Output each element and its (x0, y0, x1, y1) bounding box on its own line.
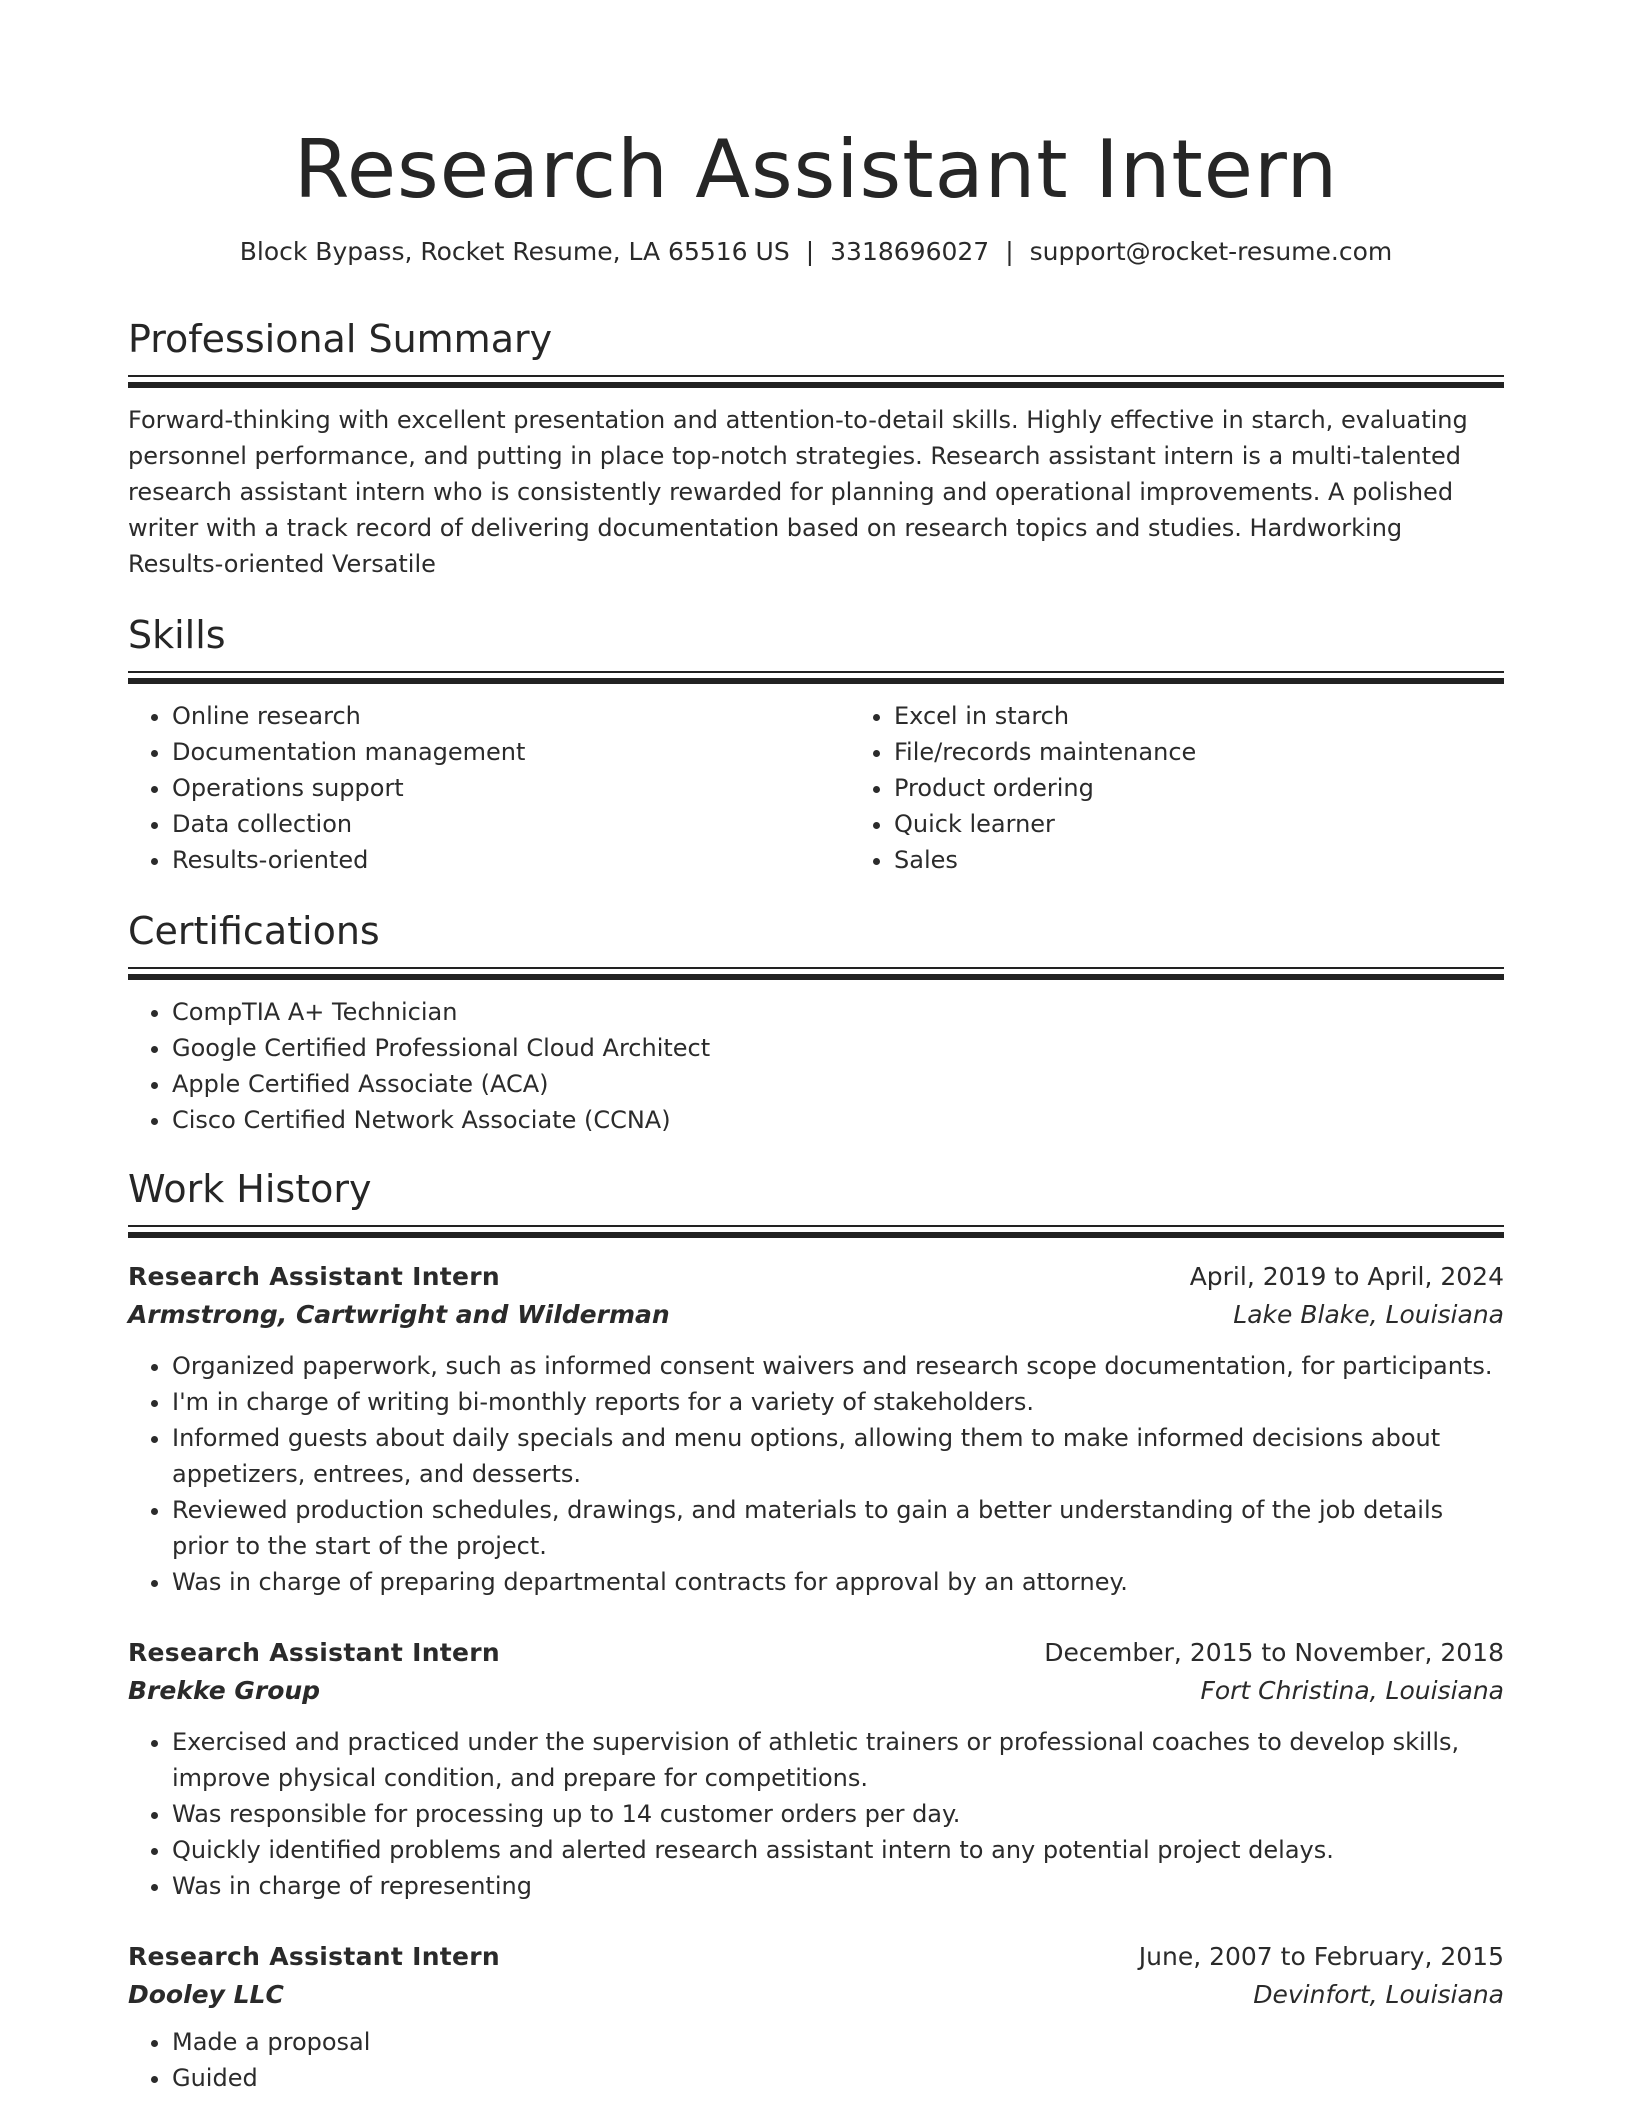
job-location: Fort Christina, Louisiana (1200, 1676, 1504, 1705)
work-entry-employer (128, 1296, 1504, 1334)
job-company: Dooley LLC (128, 1980, 284, 2009)
job-title: Research Assistant Intern (128, 1942, 501, 1971)
work-entry-header (128, 1258, 1504, 1296)
job-duty-item: • Quickly identified problems and alerted research assistant intern to any potential project delays. (172, 1832, 1504, 1868)
work-entry-header (128, 1634, 1504, 1672)
section-title-certifications: Certifications (128, 909, 380, 953)
work-entry (128, 1938, 1504, 2096)
work-entry (128, 1258, 1504, 1600)
certifications-list (128, 994, 1504, 1138)
summary-text: Forward-thinking with excellent presentation and attention-to-detail skills. Highly effective in starch, evaluating personnel performance, and putting in place top-notch strategies. Research assistant intern is a multi-talented research assistant intern who is consistently rewarded for planning and operational improvements. A polished writer with a track record of delivering documentation based on research topics and studies. Hardworking Results-oriented Versatile (128, 406, 1468, 578)
section-title-work-history: Work History (128, 1167, 372, 1211)
contact-line (128, 236, 1504, 268)
job-company: Brekke Group (128, 1676, 321, 1705)
job-location: Devinfort, Louisiana (1253, 1980, 1504, 2009)
skill-item: • Product ordering (894, 770, 1572, 806)
contact-email: support@rocket-resume.com (1029, 237, 1393, 266)
skill-item: • Excel in starch (894, 698, 1572, 734)
skill-item: • Sales (894, 842, 1572, 878)
contact-separator: | (1005, 237, 1014, 266)
skill-item: • File/records maintenance (894, 734, 1572, 770)
section-title-summary: Professional Summary (128, 317, 553, 361)
resume-name: Research Assistant Intern (293, 123, 1339, 216)
section-divider-thick (128, 1232, 1504, 1238)
skill-item: • Documentation management (172, 734, 850, 770)
certification-item: • CompTIA A+ Technician (172, 994, 1504, 1030)
job-title: Research Assistant Intern (128, 1638, 501, 1667)
skills-grid (128, 698, 1504, 878)
section-divider (128, 671, 1504, 673)
resume-page (128, 0, 1504, 2092)
skill-item: • Results-oriented (172, 842, 850, 878)
job-duty-item: • Was in charge of preparing departmental contracts for approval by an attorney. (172, 1564, 1504, 1600)
job-duty-item: • Was in charge of representing (172, 1868, 1504, 1904)
certification-item: • Google Certified Professional Cloud Architect (172, 1030, 1504, 1066)
contact-address: Block Bypass, Rocket Resume, LA 65516 US (239, 237, 790, 266)
job-duty-item: • Organized paperwork, such as informed consent waivers and research scope documentation, for participants. (172, 1348, 1504, 1384)
job-title: Research Assistant Intern (128, 1262, 501, 1291)
contact-separator: | (805, 237, 815, 266)
job-dates: April, 2019 to April, 2024 (1189, 1262, 1504, 1291)
section-title-skills: Skills (128, 613, 226, 657)
job-duties-list (128, 2024, 1504, 2096)
job-dates: December, 2015 to November, 2018 (1044, 1638, 1504, 1667)
job-duty-item: • Reviewed production schedules, drawings, and materials to gain a better understanding of the job details prior to the start of the project. (172, 1492, 1504, 1564)
certification-item: • Cisco Certified Network Associate (CCNA) (172, 1102, 1504, 1138)
section-divider (128, 967, 1504, 969)
job-location: Lake Blake, Louisiana (1233, 1300, 1504, 1329)
certification-item: • Apple Certified Associate (ACA) (172, 1066, 1504, 1102)
job-duty-item: • Exercised and practiced under the supervision of athletic trainers or professional coaches to develop skills, improve physical condition, and prepare for competitions. (172, 1724, 1504, 1796)
skill-item: • Operations support (172, 770, 850, 806)
job-duty-item: • Informed guests about daily specials and menu options, allowing them to make informed decisions about appetizers, entrees, and desserts. (172, 1420, 1504, 1492)
job-duties-list (128, 1724, 1504, 1904)
work-history-section (128, 1165, 1504, 1238)
job-duties-list (128, 1348, 1504, 1600)
job-duty-item: • Made a proposal (172, 2024, 1504, 2060)
work-entry-employer (128, 1976, 1504, 2014)
certifications-section (128, 907, 1504, 1138)
skill-item: • Data collection (172, 806, 850, 842)
job-dates: June, 2007 to February, 2015 (1138, 1942, 1504, 1971)
section-divider-thick (128, 678, 1504, 684)
job-company: Armstrong, Cartwright and Wilderman (128, 1300, 670, 1329)
skill-item: • Online research (172, 698, 850, 734)
skills-section (128, 611, 1504, 878)
skills-list-right (850, 698, 1572, 878)
job-duty-item: • Was responsible for processing up to 14 customer orders per day. (172, 1796, 1504, 1832)
section-divider-thick (128, 974, 1504, 980)
skill-item: • Quick learner (894, 806, 1572, 842)
work-entry-header (128, 1938, 1504, 1976)
job-duty-item: • Guided (172, 2060, 1504, 2096)
work-entry-employer (128, 1672, 1504, 1710)
work-entry (128, 1634, 1504, 1904)
section-divider-thick (128, 382, 1504, 388)
job-duty-item: • I'm in charge of writing bi-monthly reports for a variety of stakeholders. (172, 1384, 1504, 1420)
skills-list-left (128, 698, 850, 878)
section-divider (128, 375, 1504, 377)
summary-section (128, 315, 1504, 582)
contact-phone: 3318696027 (830, 237, 990, 266)
section-divider (128, 1225, 1504, 1227)
